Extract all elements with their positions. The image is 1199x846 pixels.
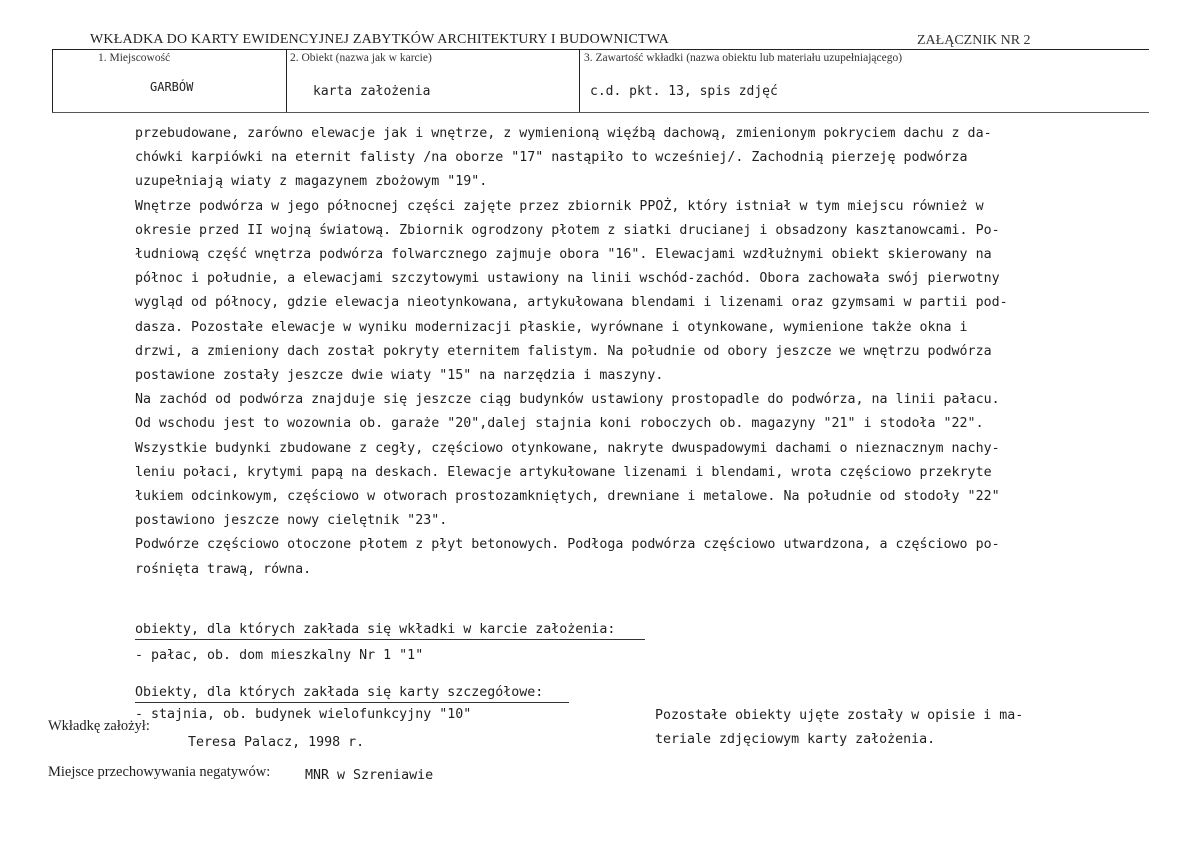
detail-heading-underline [135, 702, 569, 703]
negatives-value: MNR w Szreniawie [305, 768, 434, 783]
body-line: wygląd od północy, gdzie elewacja nieotynkowana, artykułowana blendami i lizenami oraz gzymsami w partii pod- [135, 295, 1008, 311]
body-line: Podwórze częściowo otoczone płotem z płyt betonowych. Podłoga podwórza częściowo utwardzona, a częściowo po- [135, 537, 1000, 553]
locality-value: GARBÓW [150, 80, 194, 94]
body-line: łukiem odcinkowym, częściowo w otworach prostozamkniętych, drewniane i metalowe. Na południe od stodoły "22" [135, 489, 1000, 505]
header-bottom-rule [52, 112, 1149, 113]
body-line: Na zachód od podwórza znajduje się jeszcze ciąg budynków ustawiony prostopadle do podwórza, na linii pałacu. [135, 392, 1000, 408]
header-rule [52, 49, 1149, 50]
body-line: postawiono jeszcze nowy cielętnik "23". [135, 513, 448, 529]
body-line: uzupełniają wiaty z magazynem zbożowym "19". [135, 174, 488, 190]
insert-object-item: - pałac, ob. dom mieszkalny Nr 1 "1" [135, 648, 424, 663]
body-line: chówki karpiówki na eternit falisty /na oborze "17" nastąpiło to wcześniej/. Zachodnią pierzeję podwórza [135, 150, 968, 166]
body-line: dasza. Pozostałe elewacje w wyniku modernizacji płaskie, wyrównane i otynkowane, wymienione także okna i [135, 319, 968, 335]
body-line: okresie przed II wojną światową. Zbiornik ogrodzony płotem z siatki drucianej i obsadzony kasztanowcami. Po- [135, 222, 1000, 238]
form-title: WKŁADKA DO KARTY EWIDENCYJNEJ ZABYTKÓW ARCHITEKTURY I BUDOWNICTWA [90, 32, 669, 47]
body-line: północ i południe, a elewacjami szczytowymi ustawiony na linii wschód-zachód. Obora zachowała swój pierwotny [135, 271, 1000, 287]
insert-heading-underline [135, 639, 645, 640]
body-line: łudniową część wnętrza podwórza folwarcznego zajmuje obora "16". Elewacjami wzdłużnymi obiekt skierowany na [135, 247, 992, 263]
contents-value: c.d. pkt. 13, spis zdjęć [590, 84, 778, 99]
annex-label: ZAŁĄCZNIK NR 2 [917, 33, 1031, 48]
object-label: 2. Obiekt (nazwa jak w karcie) [290, 52, 432, 64]
remaining-objects-note [655, 704, 1075, 752]
body-line: Od wschodu jest to wozownia ob. garaże "20",dalej stajnia koni roboczych ob. magazyny "21" i stodoła "22". [135, 416, 984, 432]
negatives-label: Miejsce przechowywania negatywów: [48, 764, 271, 780]
body-line: postawione zostały jeszcze dwie wiaty "15" na narzędzia i maszyny. [135, 368, 664, 384]
note-line: teriale zdjęciowym karty założenia. [655, 732, 936, 747]
body-line: Wszystkie budynki zbudowane z cegły, częściowo otynkowane, nakryte dwuspadowymi dachami o nieznacznym nachy- [135, 440, 1000, 456]
contents-label: 3. Zawartość wkładki (nazwa obiektu lub materiału uzupełniającego) [584, 52, 903, 64]
insert-objects-heading: obiekty, dla których zakłada się wkładki w karcie założenia: [135, 622, 616, 637]
body-line: rośnięta trawą, równa. [135, 561, 312, 577]
header-divider-left [52, 49, 53, 112]
body-line: przebudowane, zarówno elewacje jak i wnętrze, z wymienioną więźbą dachową, zmienionym pokryciem dachu z da- [135, 126, 992, 141]
body-line: leniu połaci, krytymi papą na deskach. Elewacje artykułowane lizenami i blendami, wrota częściowo przekryte [135, 464, 992, 480]
author-value: Teresa Palacz, 1998 r. [188, 735, 365, 750]
author-label: Wkładkę założył: [48, 718, 150, 734]
locality-label: 1. Miejscowość [98, 52, 171, 64]
body-line: Wnętrze podwórza w jego północnej części zajęte przez zbiornik PPOŻ, który istniał w tym miejscu również w [135, 198, 984, 214]
body-line: drzwi, a zmieniony dach został pokryty eternitem falistym. Na południe od obory jeszcze we wnętrzu podwórza [135, 343, 992, 359]
header-divider-1 [286, 49, 287, 112]
detail-objects-heading: Obiekty, dla których zakłada się karty szczegółowe: [135, 685, 544, 700]
object-value: karta założenia [313, 84, 431, 99]
detail-object-item: - stajnia, ob. budynek wielofunkcyjny "10" [135, 707, 472, 722]
note-line: Pozostałe obiekty ujęte zostały w opisie i ma- [655, 708, 1024, 723]
header-divider-2 [579, 49, 580, 112]
description-body [135, 122, 1065, 582]
